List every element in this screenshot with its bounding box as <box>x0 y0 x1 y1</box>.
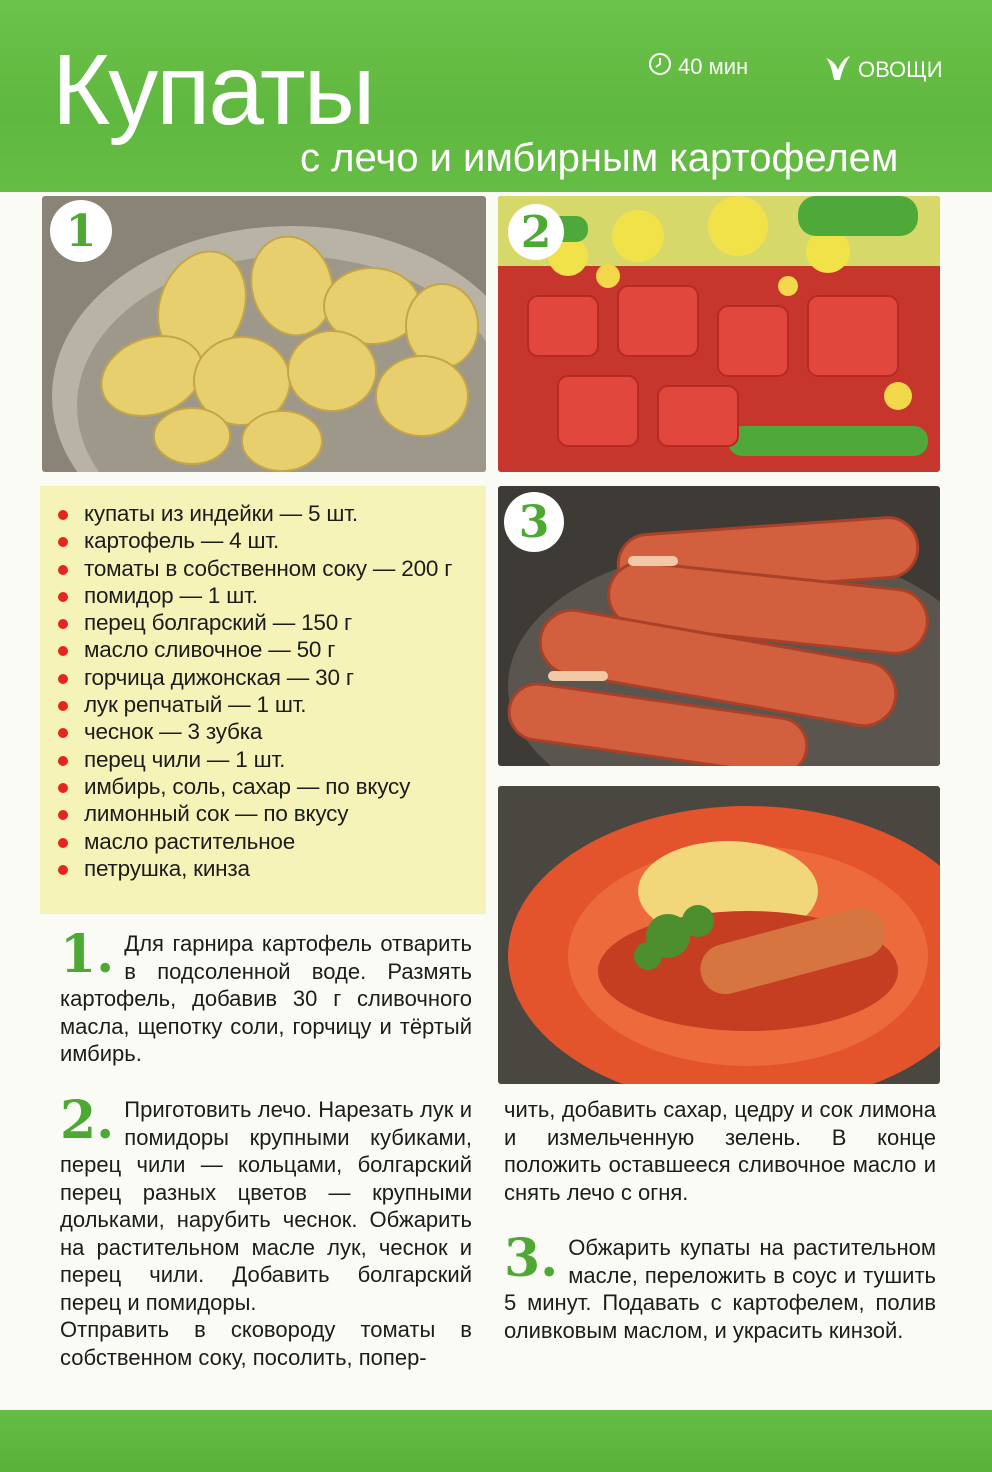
category-tag <box>822 52 943 88</box>
ingredient-item: помидор — 1 шт. <box>58 582 486 609</box>
bullet-icon <box>58 565 68 575</box>
ingredient-item: масло сливочное — 50 г <box>58 636 486 663</box>
step-number: 2. <box>60 1090 115 1151</box>
ingredient-item: лук репчатый — 1 шт. <box>58 691 486 718</box>
step-number: 3. <box>504 1228 559 1289</box>
ingredient-item: масло растительное <box>58 828 486 855</box>
step-2-continuation <box>504 1096 936 1206</box>
photo-potatoes <box>42 196 486 472</box>
step-text: Приготовить лечо. Нарезать лук и помидоры крупными кубиками, перец чили — кольцами, болгарский перец разных цветов — крупными дольками, нарубить чеснок. Обжарить на растительном масле лук, чеснок и перец чили. Добавить болгарский перец и помидоры. <box>60 1097 472 1315</box>
footer-band <box>0 1410 992 1472</box>
step-3 <box>504 1228 936 1344</box>
step-text: Обжарить купаты на растительном масле, переложить в соус и тушить 5 минут. Подавать с картофелем, полив оливковым маслом, и украсить кинзой. <box>504 1235 936 1343</box>
ingredient-item: перец чили — 1 шт. <box>58 746 486 773</box>
vegetable-icon <box>822 52 852 88</box>
ingredient-item: горчица дижонская — 30 г <box>58 664 486 691</box>
ingredient-item: чеснок — 3 зубка <box>58 718 486 745</box>
bullet-icon <box>58 510 68 520</box>
bullet-icon <box>58 728 68 738</box>
step-text-continued: Отправить в сковороду томаты в собственном соку, посолить, попер- <box>60 1317 472 1370</box>
ingredient-item: томаты в собственном соку — 200 г <box>58 555 486 582</box>
photo-plated-dish <box>498 786 940 1084</box>
bullet-icon <box>58 646 68 656</box>
bullet-icon <box>58 756 68 766</box>
header-banner <box>0 0 992 192</box>
cooking-time-label: 40 мин <box>678 54 749 79</box>
bullet-icon <box>58 838 68 848</box>
ingredient-item: лимонный сок — по вкусу <box>58 800 486 827</box>
step-text: Для гарнира картофель отварить в подсоленной воде. Размять картофель, добавив 30 г сливочного масла, щепотку соли, горчицу и тёртый имбирь. <box>60 931 472 1066</box>
photo-sausages <box>498 486 940 766</box>
step-text: чить, добавить сахар, цедру и сок лимона и измельченную зелень. В конце положить оставшееся сливочное масло и снять лечо с огня. <box>504 1097 936 1205</box>
page-title: Купаты <box>52 34 374 146</box>
ingredients-box <box>40 486 486 914</box>
bullet-icon <box>58 783 68 793</box>
page-subtitle: с лечо и имбирным картофелем <box>300 136 899 180</box>
bullet-icon <box>58 674 68 684</box>
bullet-icon <box>58 865 68 875</box>
clock-icon <box>648 52 672 82</box>
ingredient-item: купаты из индейки — 5 шт. <box>58 500 486 527</box>
photo-step-number: 3 <box>504 492 564 552</box>
photo-step-number: 1 <box>50 200 112 262</box>
ingredient-item: петрушка, кинза <box>58 855 486 882</box>
step-1 <box>60 924 472 1068</box>
photo-vegetables <box>498 196 940 472</box>
bullet-icon <box>58 592 68 602</box>
category-label: ОВОЩИ <box>858 57 943 82</box>
bullet-icon <box>58 537 68 547</box>
bullet-icon <box>58 619 68 629</box>
bullet-icon <box>58 701 68 711</box>
bullet-icon <box>58 810 68 820</box>
photo-step-number: 2 <box>508 204 564 260</box>
step-number: 1. <box>60 924 115 985</box>
ingredient-item: картофель — 4 шт. <box>58 527 486 554</box>
ingredient-item: перец болгарский — 150 г <box>58 609 486 636</box>
ingredients-list <box>40 486 486 882</box>
ingredient-item: имбирь, соль, сахар — по вкусу <box>58 773 486 800</box>
step-2 <box>60 1090 472 1371</box>
cooking-time <box>648 52 748 82</box>
